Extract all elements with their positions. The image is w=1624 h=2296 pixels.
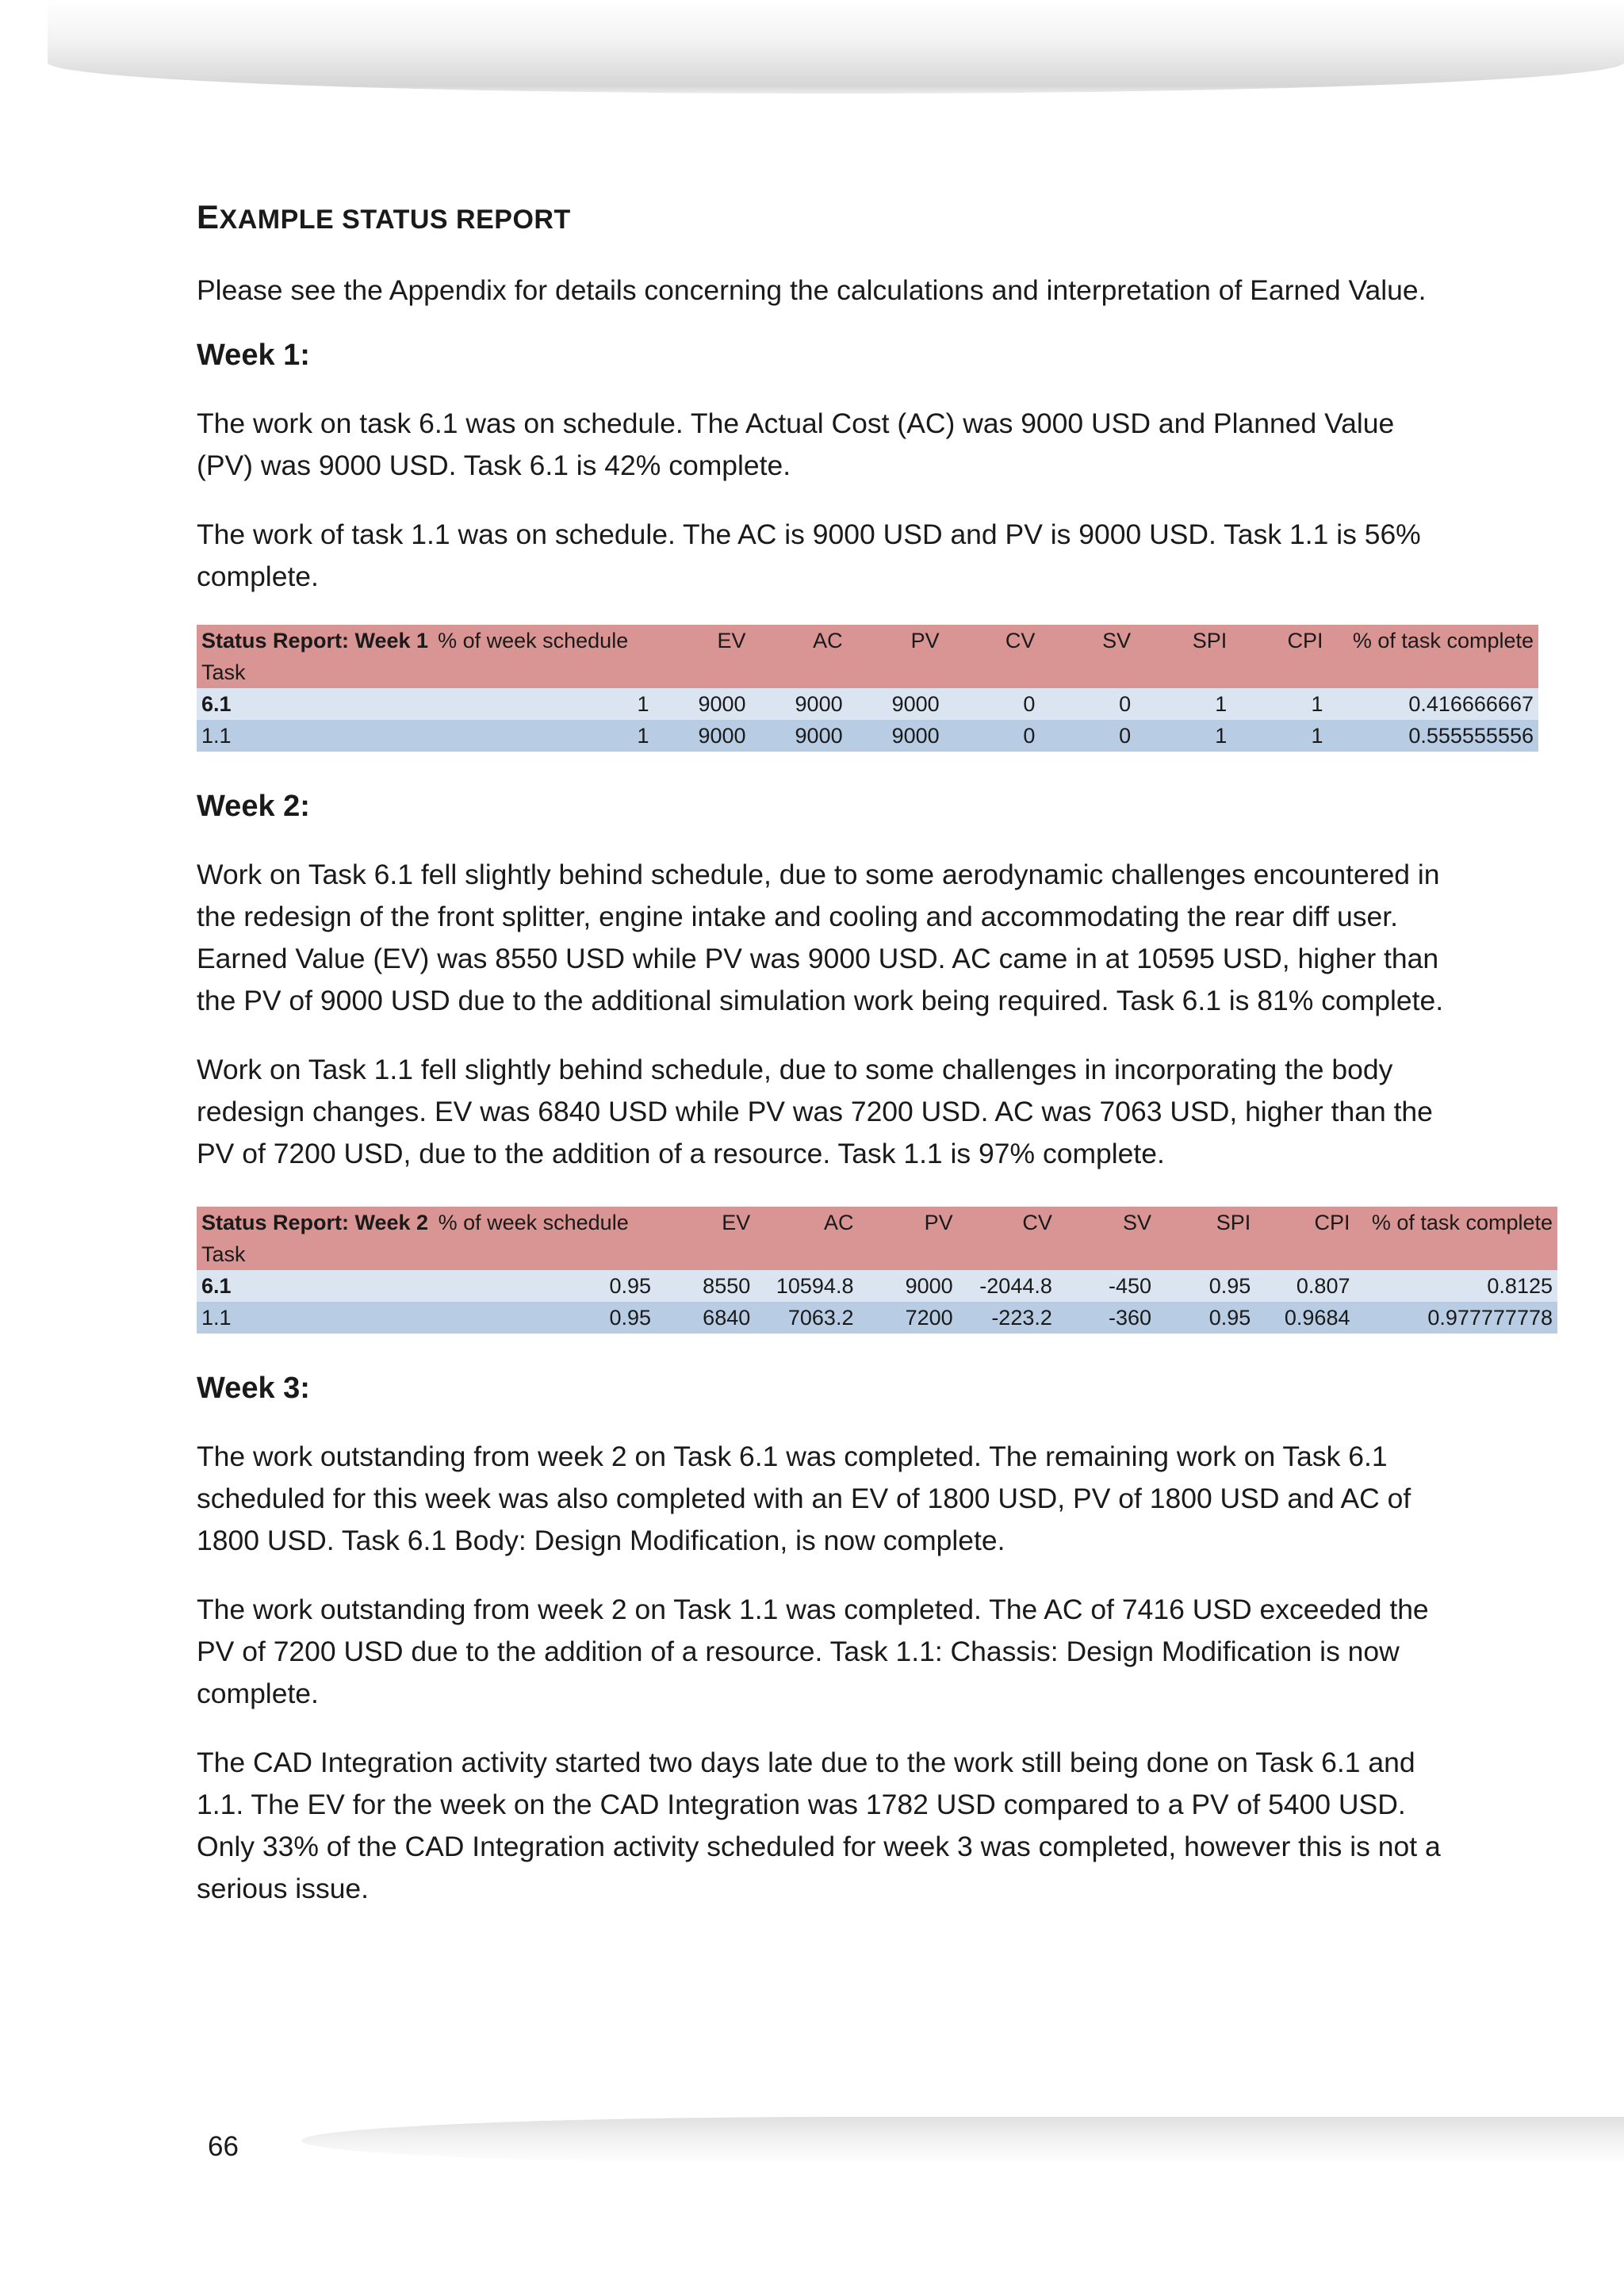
table-cell: 0.416666667 — [1327, 688, 1538, 720]
table-cell: 0.9684 — [1255, 1302, 1354, 1334]
table-header-row — [197, 1207, 1557, 1238]
table-cell: 6840 — [656, 1302, 755, 1334]
table-cell: 0 — [1040, 720, 1136, 752]
table-cell: 1 — [433, 720, 653, 752]
week2-paragraph-1: Work on Task 6.1 fell slightly behind schedule, due to some aerodynamic challenges encountered in the redesign of the front splitter, engine intake and cooling and accommodating the rear diff user. Earned Value (EV) was 8550 USD while PV was 9000 USD. AC came in at 10595 USD, higher than the PV of 9000 USD due to the additional simulation work being required. Task 6.1 is 81% complete. — [197, 859, 1444, 1016]
column-header: AC — [751, 625, 848, 656]
week1-status-table — [197, 625, 1538, 752]
column-header: EV — [656, 1207, 755, 1238]
table-cell: 9000 — [751, 688, 848, 720]
week1-paragraph-1: The work on task 6.1 was on schedule. The Actual Cost (AC) was 9000 USD and Planned Value (PV) was 9000 USD. Task 6.1 is 42% complete. — [197, 408, 1395, 481]
table-cell: 0.8125 — [1354, 1270, 1557, 1302]
table-cell: 0.95 — [434, 1270, 656, 1302]
column-header: PV — [858, 1207, 957, 1238]
week3-paragraph-2: The work outstanding from week 2 on Task 1.1 was completed. The AC of 7416 USD exceeded the PV of 7200 USD due to the addition of a resource. Task 1.1: Chassis: Design Modification is now complete. — [197, 1594, 1429, 1709]
column-header: SV — [1057, 1207, 1156, 1238]
task-id: 6.1 — [197, 688, 433, 720]
table-cell: 8550 — [656, 1270, 755, 1302]
table-title: Status Report: Week 1 — [197, 625, 433, 656]
table-cell: 1 — [1231, 688, 1327, 720]
table-cell: 9000 — [848, 720, 944, 752]
table-cell: 0.807 — [1255, 1270, 1354, 1302]
week2-status-table — [197, 1207, 1557, 1334]
table-cell: 1 — [1231, 720, 1327, 752]
task-id: 1.1 — [197, 720, 433, 752]
table-cell: 0 — [1040, 688, 1136, 720]
table-cell: 0 — [944, 688, 1040, 720]
table-cell: 7063.2 — [755, 1302, 858, 1334]
column-header: PV — [848, 625, 944, 656]
week1-paragraph-2: The work of task 1.1 was on schedule. The AC is 9000 USD and PV is 9000 USD. Task 1.1 is 56% complete. — [197, 519, 1421, 592]
task-id: 6.1 — [197, 1270, 434, 1302]
column-header: CV — [958, 1207, 1057, 1238]
page-top-shadow — [48, 0, 1624, 94]
title-rest: XAMPLE STATUS REPORT — [219, 205, 571, 235]
table-cell: 9000 — [858, 1270, 957, 1302]
document-body — [197, 198, 1576, 1937]
table-row — [197, 1270, 1557, 1302]
table-cell: 0.95 — [1156, 1302, 1255, 1334]
week2-paragraph-2: Work on Task 1.1 fell slightly behind schedule, due to some challenges in incorporating the body redesign changes. EV was 6840 USD while PV was 7200 USD. AC was 7063 USD, higher than the PV of 7200 USD, due to the addition of a resource. Task 1.1 is 97% complete. — [197, 1054, 1433, 1169]
table-cell: 9000 — [654, 720, 751, 752]
column-header: CV — [944, 625, 1040, 656]
table-cell: 0.977777778 — [1354, 1302, 1557, 1334]
table-cell: -450 — [1057, 1270, 1156, 1302]
column-header: CPI — [1231, 625, 1327, 656]
table-cell: 1 — [1136, 688, 1231, 720]
week3-paragraph-3: The CAD Integration activity started two days late due to the work still being done on Task 6.1 and 1.1. The EV for the week on the CAD Integration was 1782 USD compared to a PV of 5400 USD. Only 33% of the CAD Integration activity scheduled for week 3 was completed, however this is not a serious issue. — [197, 1747, 1441, 1904]
column-header: % of week schedule — [434, 1207, 656, 1238]
table-row — [197, 720, 1538, 752]
page-number: 66 — [208, 2131, 239, 2162]
week3-paragraph-1: The work outstanding from week 2 on Task 6.1 was completed. The remaining work on Task 6.1 scheduled for this week was also completed with an EV of 1800 USD, PV of 1800 USD and AC of 1800 USD. Task 6.1 Body: Design Modification, is now complete. — [197, 1441, 1411, 1556]
column-header: % of week schedule — [433, 625, 653, 656]
table-cell: 9000 — [654, 688, 751, 720]
table-header-row — [197, 625, 1538, 656]
task-id: 1.1 — [197, 1302, 434, 1334]
column-header: EV — [654, 625, 751, 656]
column-header: AC — [755, 1207, 858, 1238]
table-cell: 0 — [944, 720, 1040, 752]
title-initial: E — [197, 198, 220, 235]
table-row — [197, 688, 1538, 720]
column-header: CPI — [1255, 1207, 1354, 1238]
intro-paragraph: Please see the Appendix for details concerning the calculations and interpretation of Earned Value. — [197, 274, 1427, 306]
table-cell: 7200 — [858, 1302, 957, 1334]
page-bottom-shadow — [301, 2117, 1624, 2164]
table-subheader-row — [197, 1238, 1557, 1270]
table-row — [197, 1302, 1557, 1334]
table-cell: -223.2 — [958, 1302, 1057, 1334]
table-cell: -360 — [1057, 1302, 1156, 1334]
column-header: % of task complete — [1354, 1207, 1557, 1238]
table-cell: 9000 — [751, 720, 848, 752]
report-title — [197, 198, 1576, 236]
table-subheader-row — [197, 656, 1538, 688]
table-cell: 9000 — [848, 688, 944, 720]
column-header: SPI — [1136, 625, 1231, 656]
row-label-header: Task — [197, 1238, 434, 1270]
table-cell: 0.95 — [1156, 1270, 1255, 1302]
week1-heading: Week 1: — [197, 339, 310, 372]
table-cell: -2044.8 — [958, 1270, 1057, 1302]
column-header: SV — [1040, 625, 1136, 656]
column-header: % of task complete — [1327, 625, 1538, 656]
table-cell: 0.95 — [434, 1302, 656, 1334]
table-cell: 10594.8 — [755, 1270, 858, 1302]
table-cell: 1 — [1136, 720, 1231, 752]
week3-heading: Week 3: — [197, 1372, 310, 1405]
row-label-header: Task — [197, 656, 433, 688]
table-title: Status Report: Week 2 — [197, 1207, 434, 1238]
table-cell: 1 — [433, 688, 653, 720]
table-cell: 0.555555556 — [1327, 720, 1538, 752]
week2-heading: Week 2: — [197, 790, 310, 823]
column-header: SPI — [1156, 1207, 1255, 1238]
